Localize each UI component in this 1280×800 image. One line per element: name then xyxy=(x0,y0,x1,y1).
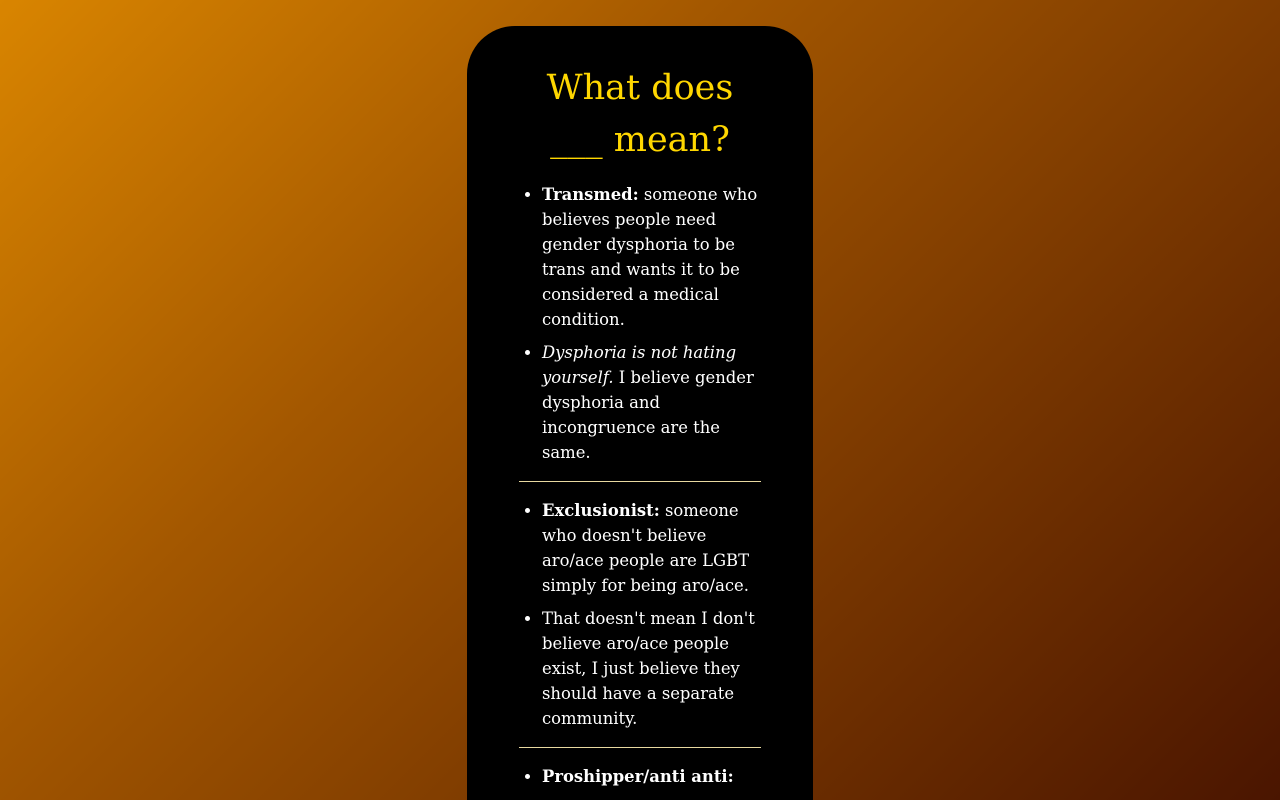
section-divider xyxy=(519,481,761,482)
list-item xyxy=(542,498,760,598)
term-definition: someone who believes people need gender dysphoria to be trans and wants it to be considered a medical condition. xyxy=(542,185,758,329)
item-text: That doesn't mean I don't believe aro/ace people exist, I just believe they should have a separate community. xyxy=(542,609,755,728)
term-label: Transmed: xyxy=(542,185,639,204)
title-line-2: ___ mean? xyxy=(550,120,730,160)
list-item xyxy=(542,340,760,465)
proshipper-list xyxy=(467,764,760,789)
title-line-1: What does xyxy=(546,68,734,108)
card-title xyxy=(467,62,813,166)
emphasis-text: Dysphoria is not hating yourself. xyxy=(542,343,737,387)
section-divider xyxy=(519,747,761,748)
definitions-card xyxy=(467,26,813,800)
term-label: Proshipper/anti anti: xyxy=(542,767,734,786)
list-item xyxy=(542,606,760,731)
list-item xyxy=(542,764,760,789)
item-text: I believe gender dysphoria and incongruence are the same. xyxy=(542,368,754,462)
term-definition: someone who doesn't believe aro/ace people are LGBT simply for being aro/ace. xyxy=(542,501,750,595)
term-label: Exclusionist: xyxy=(542,501,660,520)
transmed-list xyxy=(467,182,760,465)
list-item xyxy=(542,182,760,332)
exclusionist-list xyxy=(467,498,760,731)
